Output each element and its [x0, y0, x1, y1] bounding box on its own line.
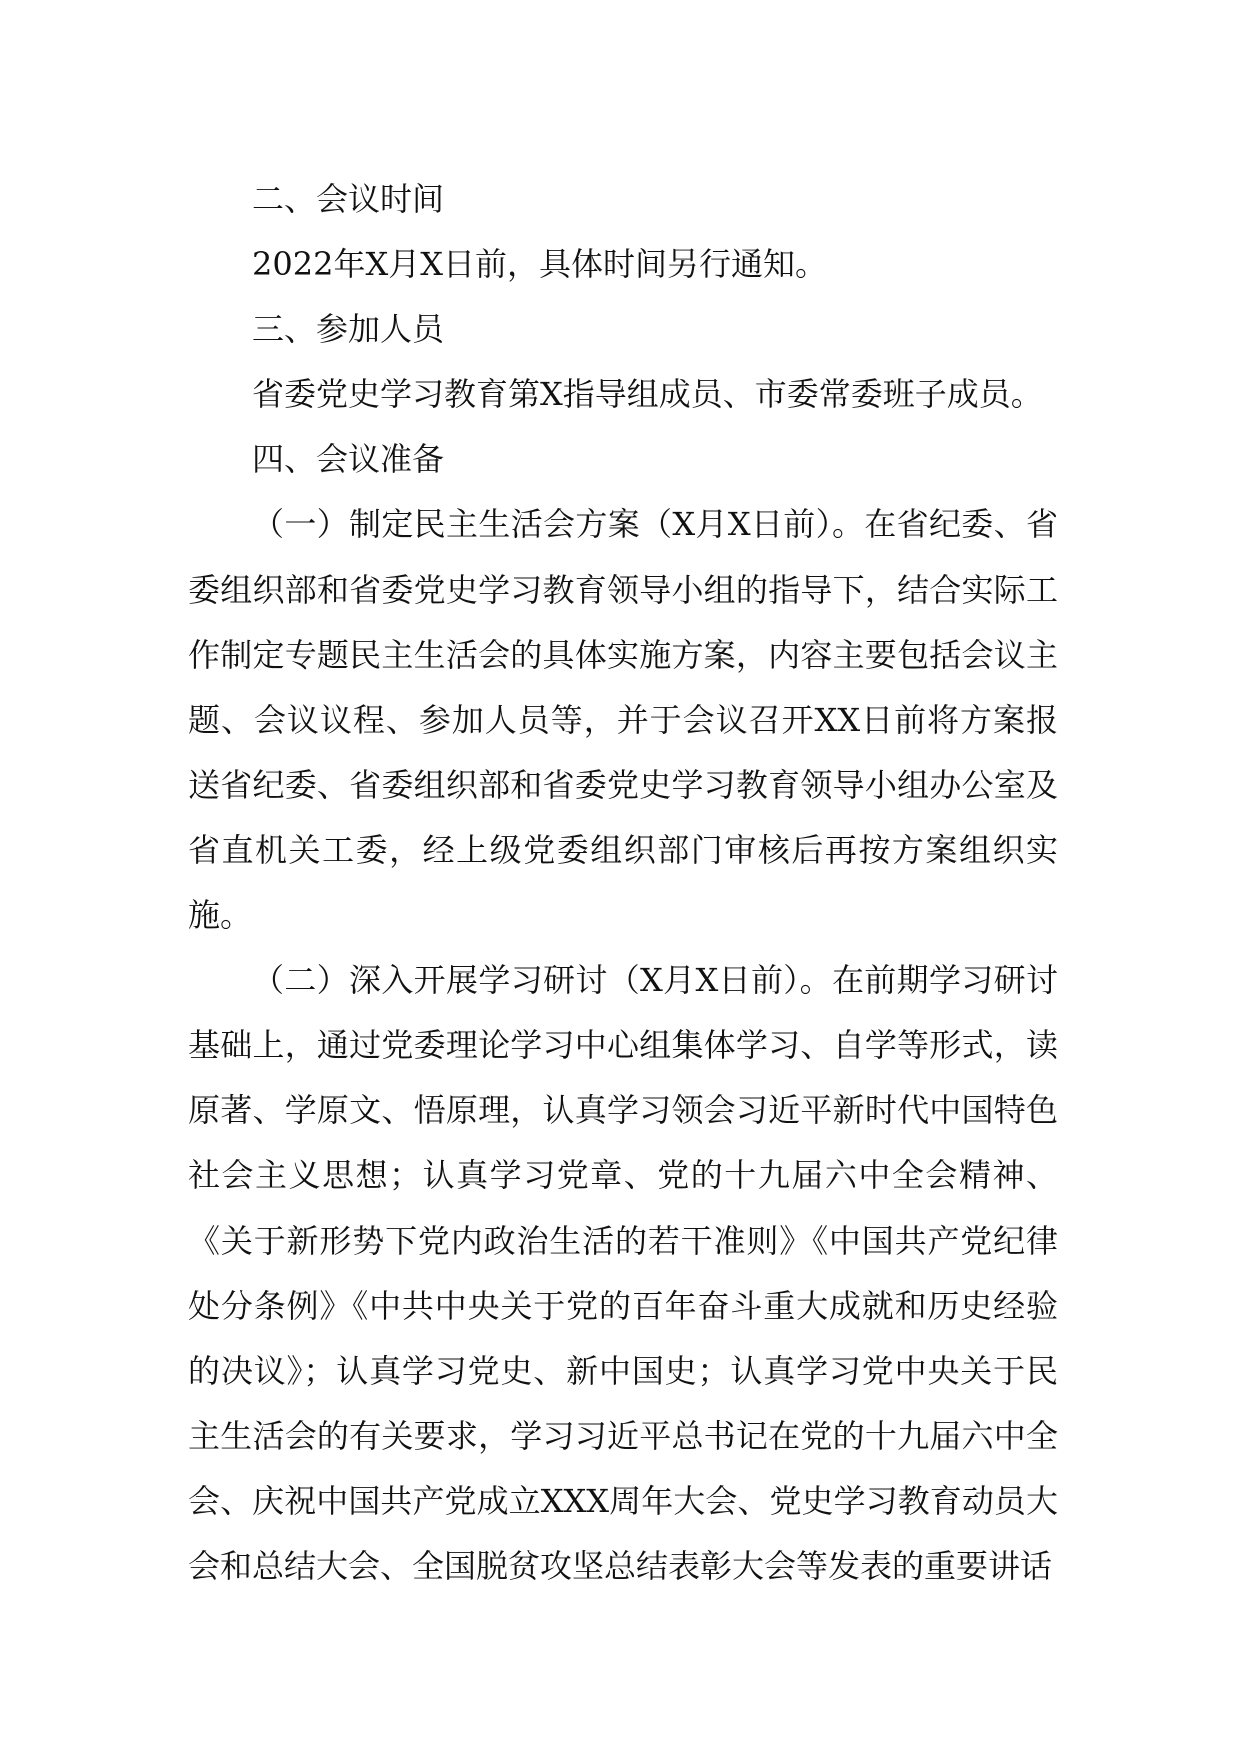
meeting-time-text: 2022年X月X日前，具体时间另行通知。 [252, 245, 828, 284]
section-heading-meeting-time: 二、会议时间 [252, 180, 445, 218]
preparation-item-1: （一）制定民主生活会方案（X月X日前）。在省纪委、省委组织部和省委党史学习教育领导小组的指导下，结合实际工作制定专题民主生活会的具体实施方案，内容主要包括会议主题、会议议程、参加人员等，并于会议召开XX日前将方案报送省纪委、省委组织部和省委党史学习教育领导小组办公室及省直机关工委，经上级党委组织部门审核后再按方案组织实施。 [188, 505, 1058, 935]
participants-text: 省委党史学习教育第X指导组成员、市委常委班子成员。 [252, 375, 1043, 414]
document-body [188, 167, 1058, 1599]
section-heading-preparation: 四、会议准备 [252, 440, 445, 479]
section-heading-participants: 三、参加人员 [252, 310, 445, 349]
preparation-item-2: （二）深入开展学习研讨（X月X日前）。在前期学习研讨基础上，通过党委理论学习中心组集体学习、自学等形式，读原著、学原文、悟原理，认真学习领会习近平新时代中国特色社会主义思想；认真学习党章、党的十九届六中全会精神、《关于新形势下党内政治生活的若干准则》《中国共产党纪律处分条例》《中共中央关于党的百年奋斗重大成就和历史经验的决议》；认真学习党史、新中国史；认真学习党中央关于民主生活会的有关要求，学习习近平总书记在党的十九届六中全会、庆祝中国共产党成立XXX周年大会、党史学习教育动员大会和总结大会、全国脱贫攻坚总结表彰大会等发表的重要讲话 [188, 961, 1058, 1585]
